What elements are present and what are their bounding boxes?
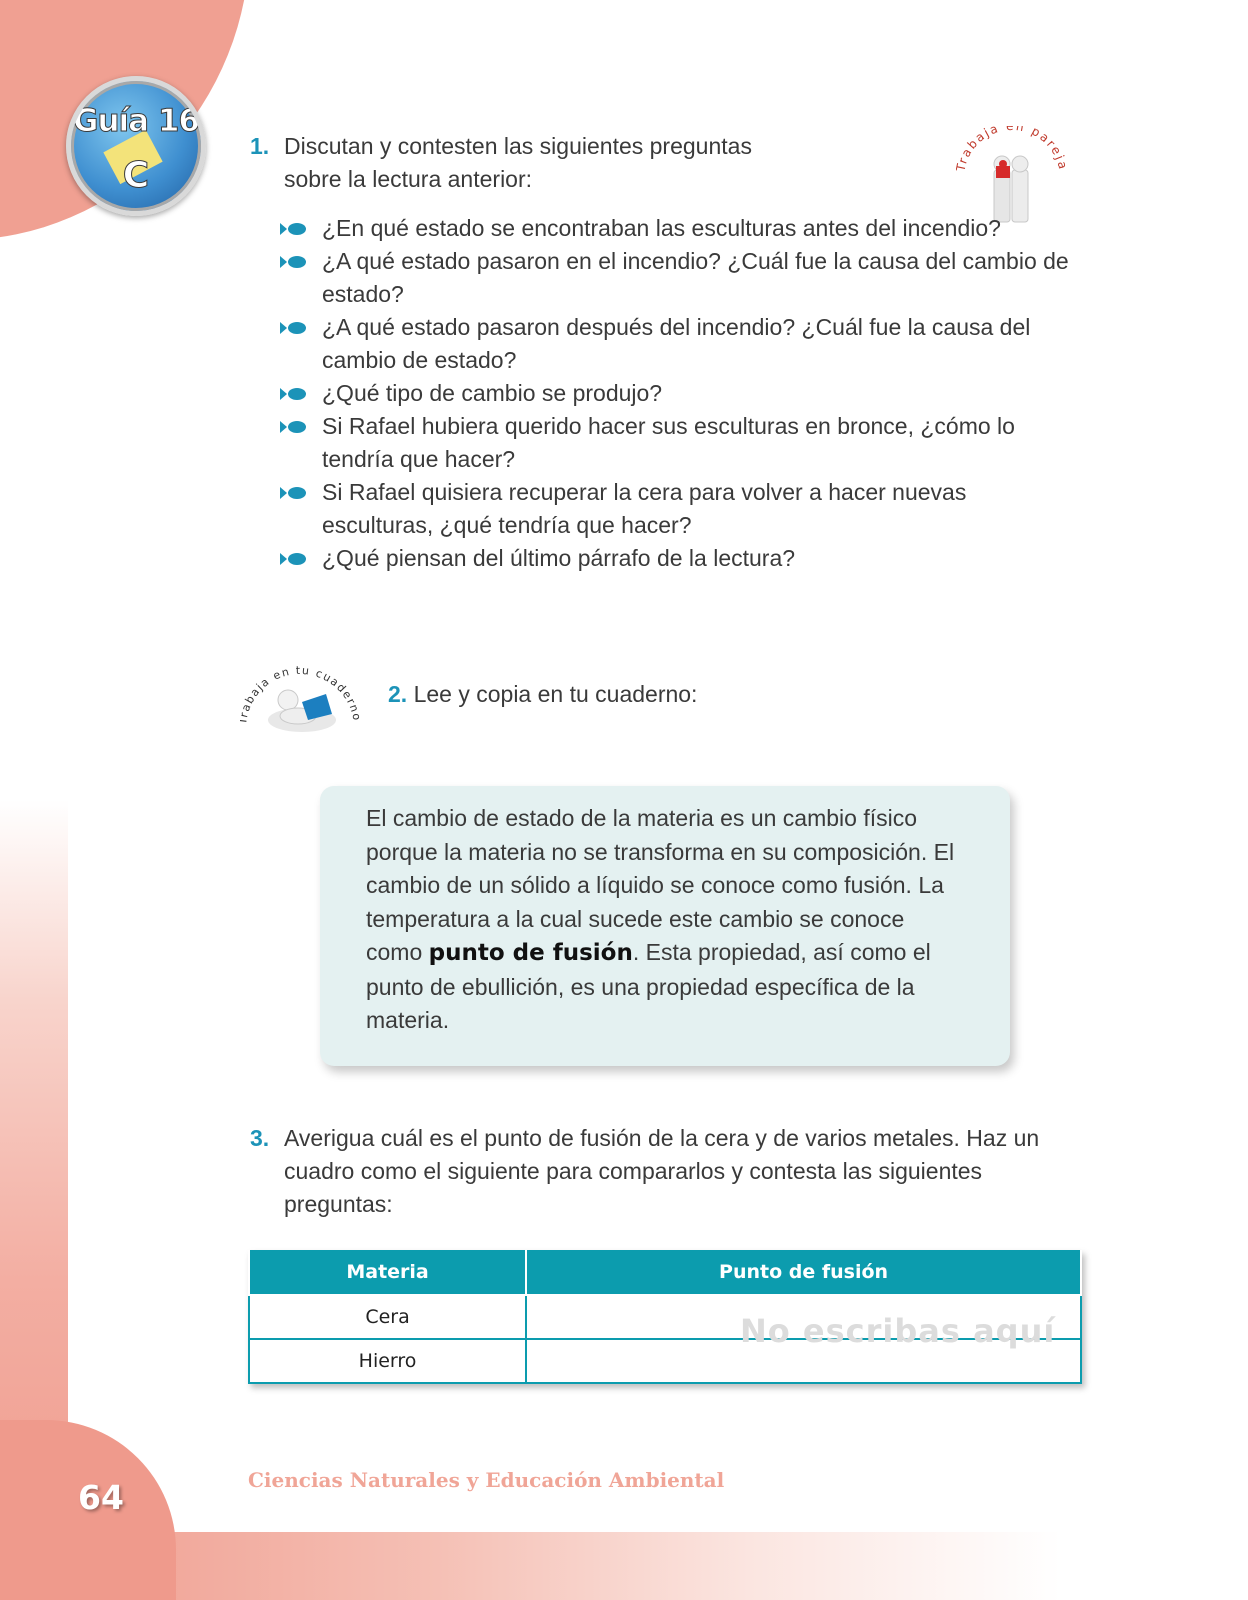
question-number: 3. xyxy=(250,1125,270,1151)
list-item xyxy=(280,410,1080,476)
question-1-intro: Discutan y contesten las siguientes preguntas sobre la lectura anterior: xyxy=(284,133,752,192)
list-item xyxy=(280,212,1080,245)
work-notebook-label: abaja en tu cuader xyxy=(240,663,359,714)
list-item-text: ¿A qué estado pasaron en el incendio? ¿Cuál fue la causa del cambio de estado? xyxy=(322,248,1069,307)
work-notebook-badge xyxy=(240,648,360,740)
guia-badge xyxy=(66,76,206,216)
list-item-text: ¿Qué piensan del último párrafo de la lectura? xyxy=(322,545,796,571)
list-item-text: Si Rafael quisiera recuperar la cera para volver a hacer nuevas esculturas, ¿qué tendría que hacer? xyxy=(322,479,967,538)
footer-title: Ciencias Naturales y Educación Ambiental xyxy=(248,1468,725,1492)
list-item-text: Si Rafael hubiera querido hacer sus esculturas en bronce, ¿cómo lo tendría que hacer? xyxy=(322,413,1015,472)
key-term: punto de fusión xyxy=(428,940,633,966)
question-2-text: Lee y copia en tu cuaderno: xyxy=(413,681,698,707)
fish-bullet-icon xyxy=(280,255,306,269)
fish-bullet-icon xyxy=(280,222,306,236)
list-item-text: ¿Qué tipo de cambio se produjo? xyxy=(322,380,663,406)
fish-bullet-icon xyxy=(280,552,306,566)
fish-bullet-icon xyxy=(280,420,306,434)
column-header: Materia xyxy=(249,1250,526,1295)
question-1-list xyxy=(280,212,1080,575)
list-item xyxy=(280,476,1080,542)
list-item xyxy=(280,245,1080,311)
question-number: 1. xyxy=(250,133,270,159)
note-text: El cambio de estado de la materia es un cambio físico porque la materia no se transforma en su composición. El cambio de un sólido a líquido se conoce como fusión. La temperatura a la cual sucede este cambio se conoce como punto de fusión. Esta propiedad, así como el punto de ebullición, es una propiedad específica de la materia. xyxy=(366,805,955,1033)
list-item-text: ¿En qué estado se encontraban las esculturas antes del incendio? xyxy=(322,215,1001,241)
list-item-text: ¿A qué estado pasaron después del incendio? ¿Cuál fue la causa del cambio de estado? xyxy=(322,314,1031,373)
list-item xyxy=(280,542,1080,575)
fish-bullet-icon xyxy=(280,486,306,500)
table-cell: Cera xyxy=(249,1295,526,1339)
notebook-reader-icon xyxy=(240,648,360,740)
question-number: 2. xyxy=(388,681,408,707)
list-item xyxy=(280,377,1080,410)
guia-number: Guía 16 xyxy=(73,103,199,139)
table-cell: Hierro xyxy=(249,1339,526,1383)
list-item xyxy=(280,311,1080,377)
work-pair-label: rabaja en parej xyxy=(956,126,1068,166)
fish-bullet-icon xyxy=(280,387,306,401)
question-1 xyxy=(250,130,754,196)
column-header: Punto de fusión xyxy=(526,1250,1081,1295)
table-header-row xyxy=(249,1250,1081,1295)
question-3-text: Averigua cuál es el punto de fusión de la cera y de varios metales. Haz un cuadro como el siguiente para compararlos y contesta las siguientes preguntas: xyxy=(284,1125,1040,1217)
fish-bullet-icon xyxy=(280,321,306,335)
question-3 xyxy=(250,1122,1070,1221)
bottom-decoration xyxy=(0,1532,1248,1600)
page-number: 64 xyxy=(78,1478,124,1517)
question-2 xyxy=(388,681,697,708)
guia-letter: C xyxy=(122,155,150,196)
watermark: No escribas aquí xyxy=(740,1312,1056,1350)
